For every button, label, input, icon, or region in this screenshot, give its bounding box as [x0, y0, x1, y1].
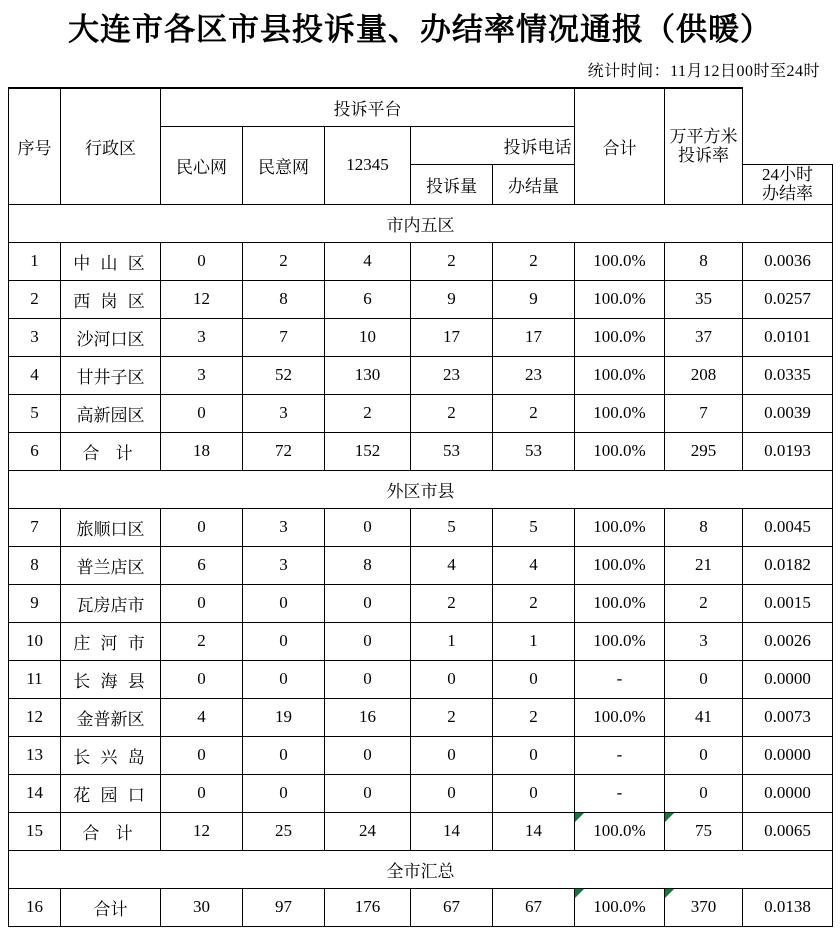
- cell-rate-per-wanping: 0.0257: [743, 280, 833, 318]
- cell-12345: 2: [325, 394, 411, 432]
- cell-phone-rate: 100.0%: [575, 546, 665, 584]
- cell-12345: 0: [325, 508, 411, 546]
- cell-minxinwang: 6: [161, 546, 243, 584]
- cell-rate-per-wanping: 0.0073: [743, 698, 833, 736]
- section-title-quanshihuizong: 全市汇总: [9, 850, 833, 888]
- table-row-grandtotal: [9, 888, 833, 926]
- cell-rate-per-wanping: 0.0039: [743, 394, 833, 432]
- cell-district: 旅顺口区: [61, 508, 161, 546]
- cell-no: 8: [9, 546, 61, 584]
- cell-minyiwang: 19: [243, 698, 325, 736]
- cell-phone-rate: 100.0%: [575, 888, 665, 926]
- cell-phone-complaints: 17: [411, 318, 493, 356]
- cell-rate-per-wanping: 0.0182: [743, 546, 833, 584]
- cell-minyiwang: 0: [243, 660, 325, 698]
- cell-phone-rate: -: [575, 774, 665, 812]
- cell-phone-rate: -: [575, 736, 665, 774]
- table-row: [9, 280, 833, 318]
- cell-minxinwang: 18: [161, 432, 243, 470]
- cell-12345: 4: [325, 242, 411, 280]
- cell-12345: 16: [325, 698, 411, 736]
- cell-no: 9: [9, 584, 61, 622]
- cell-phone-complaints: 2: [411, 242, 493, 280]
- cell-rate-per-wanping: 0.0000: [743, 774, 833, 812]
- table-row: [9, 318, 833, 356]
- cell-phone-resolved: 23: [493, 356, 575, 394]
- cell-phone-rate: 100.0%: [575, 508, 665, 546]
- cell-phone-resolved: 2: [493, 698, 575, 736]
- cell-minxinwang: 12: [161, 812, 243, 850]
- cell-phone-resolved: 67: [493, 888, 575, 926]
- cell-district: 高新园区: [61, 394, 161, 432]
- cell-phone-rate: 100.0%: [575, 280, 665, 318]
- cell-phone-resolved: 53: [493, 432, 575, 470]
- cell-12345: 0: [325, 660, 411, 698]
- cell-phone-complaints: 1: [411, 622, 493, 660]
- cell-minyiwang: 8: [243, 280, 325, 318]
- cell-12345: 130: [325, 356, 411, 394]
- cell-phone-rate: 100.0%: [575, 432, 665, 470]
- cell-12345: 6: [325, 280, 411, 318]
- cell-phone-rate: 100.0%: [575, 242, 665, 280]
- header-total: 合计: [575, 88, 665, 205]
- table-row-subtotal: [9, 812, 833, 850]
- cell-phone-resolved: 2: [493, 584, 575, 622]
- cell-phone-resolved: 4: [493, 546, 575, 584]
- cell-minxinwang: 0: [161, 584, 243, 622]
- cell-phone-complaints: 0: [411, 774, 493, 812]
- cell-total: 295: [665, 432, 743, 470]
- cell-total: 7: [665, 394, 743, 432]
- cell-phone-rate: 100.0%: [575, 622, 665, 660]
- cell-district: 甘井子区: [61, 356, 161, 394]
- table-row: [9, 736, 833, 774]
- cell-phone-resolved: 14: [493, 812, 575, 850]
- cell-no: 3: [9, 318, 61, 356]
- cell-12345: 24: [325, 812, 411, 850]
- cell-minyiwang: 25: [243, 812, 325, 850]
- table-row: [9, 774, 833, 812]
- cell-rate-per-wanping: 0.0335: [743, 356, 833, 394]
- cell-phone-resolved: 0: [493, 660, 575, 698]
- statistic-time: 统计时间：11月12日00时至24时: [587, 62, 820, 80]
- cell-no: 1: [9, 242, 61, 280]
- header-minyiwang: 民意网: [243, 126, 325, 204]
- header-district: 行政区: [61, 88, 161, 205]
- cell-12345: 0: [325, 736, 411, 774]
- cell-district: 普兰店区: [61, 546, 161, 584]
- cell-phone-resolved: 17: [493, 318, 575, 356]
- header-phone-rate: 24小时 办结率: [743, 164, 833, 204]
- cell-minxinwang: 2: [161, 622, 243, 660]
- cell-no: 4: [9, 356, 61, 394]
- cell-no: 16: [9, 888, 61, 926]
- cell-minxinwang: 3: [161, 318, 243, 356]
- table-row-subtotal: [9, 432, 833, 470]
- cell-total: 208: [665, 356, 743, 394]
- cell-phone-complaints: 2: [411, 698, 493, 736]
- table-row: [9, 394, 833, 432]
- cell-district: 中 山 区: [61, 242, 161, 280]
- cell-minxinwang: 0: [161, 394, 243, 432]
- cell-minxinwang: 30: [161, 888, 243, 926]
- header-phone-complaints: 投诉量: [411, 164, 493, 204]
- cell-phone-complaints: 5: [411, 508, 493, 546]
- cell-minxinwang: 0: [161, 508, 243, 546]
- cell-no: 5: [9, 394, 61, 432]
- cell-phone-resolved: 2: [493, 242, 575, 280]
- cell-12345: 0: [325, 584, 411, 622]
- cell-12345: 0: [325, 622, 411, 660]
- table-row: [9, 356, 833, 394]
- cell-total: 35: [665, 280, 743, 318]
- cell-phone-complaints: 4: [411, 546, 493, 584]
- cell-district: 合计: [61, 888, 161, 926]
- cell-rate-per-wanping: 0.0026: [743, 622, 833, 660]
- cell-no: 15: [9, 812, 61, 850]
- cell-minxinwang: 12: [161, 280, 243, 318]
- cell-total: 2: [665, 584, 743, 622]
- cell-no: 2: [9, 280, 61, 318]
- cell-12345: 176: [325, 888, 411, 926]
- cell-minyiwang: 3: [243, 394, 325, 432]
- cell-rate-per-wanping: 0.0036: [743, 242, 833, 280]
- header-platform: 投诉平台: [161, 88, 575, 127]
- cell-minxinwang: 0: [161, 242, 243, 280]
- cell-phone-rate: 100.0%: [575, 394, 665, 432]
- section-header-row: [9, 850, 833, 888]
- cell-rate-per-wanping: 0.0065: [743, 812, 833, 850]
- cell-no: 14: [9, 774, 61, 812]
- cell-district: 金普新区: [61, 698, 161, 736]
- cell-phone-rate: 100.0%: [575, 356, 665, 394]
- cell-total: 41: [665, 698, 743, 736]
- cell-total: 37: [665, 318, 743, 356]
- page-title: 大连市各区市县投诉量、办结率情况通报（供暖）: [68, 12, 772, 47]
- cell-minyiwang: 0: [243, 584, 325, 622]
- cell-minyiwang: 72: [243, 432, 325, 470]
- cell-phone-rate: -: [575, 660, 665, 698]
- cell-no: 13: [9, 736, 61, 774]
- cell-phone-complaints: 67: [411, 888, 493, 926]
- header-phone-resolved: 办结量: [493, 164, 575, 204]
- cell-minyiwang: 2: [243, 242, 325, 280]
- cell-phone-complaints: 2: [411, 394, 493, 432]
- cell-minyiwang: 0: [243, 774, 325, 812]
- cell-total: 0: [665, 736, 743, 774]
- header-12345: 12345: [325, 126, 411, 204]
- cell-rate-per-wanping: 0.0193: [743, 432, 833, 470]
- header-row-1: [9, 88, 833, 127]
- cell-rate-per-wanping: 0.0000: [743, 660, 833, 698]
- table-row: [9, 660, 833, 698]
- cell-no: 11: [9, 660, 61, 698]
- complaint-report-table: [8, 87, 833, 927]
- cell-minxinwang: 0: [161, 660, 243, 698]
- cell-phone-resolved: 0: [493, 736, 575, 774]
- cell-district: 花 园 口: [61, 774, 161, 812]
- cell-no: 10: [9, 622, 61, 660]
- cell-no: 12: [9, 698, 61, 736]
- cell-phone-resolved: 1: [493, 622, 575, 660]
- table-row: [9, 508, 833, 546]
- cell-phone-complaints: 14: [411, 812, 493, 850]
- cell-12345: 8: [325, 546, 411, 584]
- cell-total: 0: [665, 774, 743, 812]
- cell-district: 长 兴 岛: [61, 736, 161, 774]
- cell-phone-resolved: 5: [493, 508, 575, 546]
- cell-phone-rate: 100.0%: [575, 698, 665, 736]
- header-rate-per-wanping: 万平方米 投诉率: [665, 88, 743, 205]
- section-title-waiqushixian: 外区市县: [9, 470, 833, 508]
- cell-phone-complaints: 23: [411, 356, 493, 394]
- cell-rate-per-wanping: 0.0015: [743, 584, 833, 622]
- cell-minxinwang: 0: [161, 774, 243, 812]
- cell-total: 75: [665, 812, 743, 850]
- cell-phone-complaints: 53: [411, 432, 493, 470]
- cell-phone-complaints: 2: [411, 584, 493, 622]
- cell-phone-complaints: 9: [411, 280, 493, 318]
- cell-minyiwang: 3: [243, 546, 325, 584]
- cell-no: 7: [9, 508, 61, 546]
- cell-total: 8: [665, 242, 743, 280]
- header-minxinwang: 民心网: [161, 126, 243, 204]
- cell-phone-rate: 100.0%: [575, 584, 665, 622]
- header-phone: 投诉电话: [411, 126, 665, 164]
- cell-total: 3: [665, 622, 743, 660]
- cell-rate-per-wanping: 0.0045: [743, 508, 833, 546]
- cell-phone-resolved: 2: [493, 394, 575, 432]
- cell-district: 瓦房店市: [61, 584, 161, 622]
- cell-rate-per-wanping: 0.0138: [743, 888, 833, 926]
- cell-total: 0: [665, 660, 743, 698]
- cell-district: 庄 河 市: [61, 622, 161, 660]
- cell-district: 西 岗 区: [61, 280, 161, 318]
- cell-rate-per-wanping: 0.0101: [743, 318, 833, 356]
- cell-minyiwang: 3: [243, 508, 325, 546]
- cell-12345: 0: [325, 774, 411, 812]
- table-row: [9, 622, 833, 660]
- cell-phone-complaints: 0: [411, 660, 493, 698]
- cell-phone-resolved: 9: [493, 280, 575, 318]
- table-row: [9, 584, 833, 622]
- section-title-shiniwuqu: 市内五区: [9, 204, 833, 242]
- cell-minxinwang: 0: [161, 736, 243, 774]
- cell-total: 370: [665, 888, 743, 926]
- cell-district: 合 计: [61, 812, 161, 850]
- cell-rate-per-wanping: 0.0000: [743, 736, 833, 774]
- cell-12345: 152: [325, 432, 411, 470]
- header-index: 序号: [9, 88, 61, 205]
- cell-minxinwang: 3: [161, 356, 243, 394]
- cell-phone-rate: 100.0%: [575, 318, 665, 356]
- cell-minyiwang: 0: [243, 736, 325, 774]
- table-row: [9, 546, 833, 584]
- cell-phone-complaints: 0: [411, 736, 493, 774]
- cell-minyiwang: 52: [243, 356, 325, 394]
- table-row: [9, 698, 833, 736]
- cell-total: 21: [665, 546, 743, 584]
- section-header-row: [9, 204, 833, 242]
- cell-total: 8: [665, 508, 743, 546]
- cell-district: 沙河口区: [61, 318, 161, 356]
- cell-phone-resolved: 0: [493, 774, 575, 812]
- cell-minxinwang: 4: [161, 698, 243, 736]
- cell-12345: 10: [325, 318, 411, 356]
- cell-phone-rate: 100.0%: [575, 812, 665, 850]
- cell-district: 长 海 县: [61, 660, 161, 698]
- cell-district: 合 计: [61, 432, 161, 470]
- section-header-row: [9, 470, 833, 508]
- cell-minyiwang: 0: [243, 622, 325, 660]
- cell-no: 6: [9, 432, 61, 470]
- cell-minyiwang: 7: [243, 318, 325, 356]
- cell-minyiwang: 97: [243, 888, 325, 926]
- table-row: [9, 242, 833, 280]
